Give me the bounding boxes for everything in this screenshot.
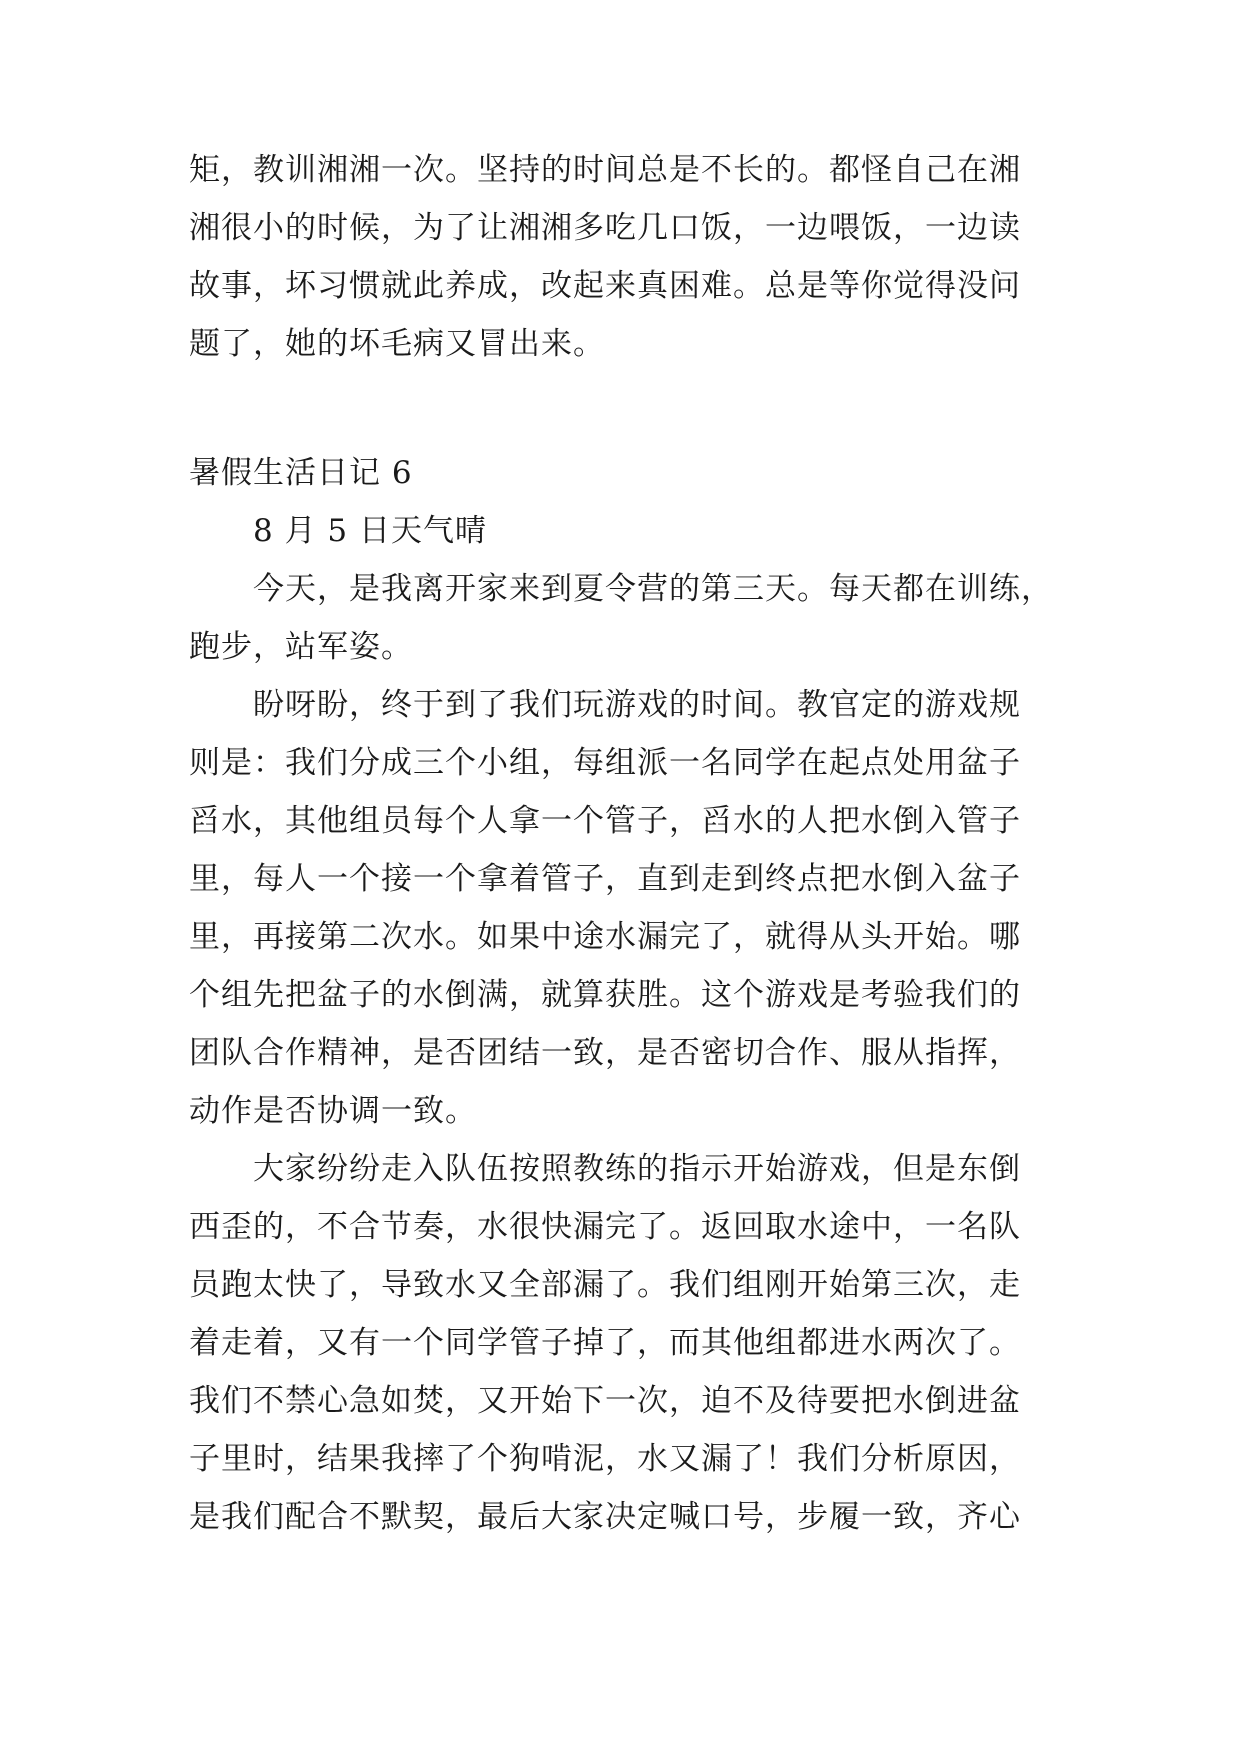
text-line: 动作是否协调一致。 (189, 1093, 477, 1129)
text-line: 个组先把盆子的水倒满，就算获胜。这个游戏是考验我们的 (189, 977, 1021, 1013)
text-line: 跑步，站军姿。 (189, 629, 413, 665)
text-line: 矩，教训湘湘一次。坚持的时间总是不长的。都怪自己在湘 (189, 152, 1021, 188)
text-line: 盼呀盼，终于到了我们玩游戏的时间。教官定的游戏规 (253, 687, 1021, 723)
text-line: 舀水，其他组员每个人拿一个管子，舀水的人把水倒入管子 (189, 803, 1021, 839)
text-line: 里，再接第二次水。如果中途水漏完了，就得从头开始。哪 (189, 919, 1021, 955)
text-line: 西歪的，不合节奏，水很快漏完了。返回取水途中，一名队 (189, 1209, 1021, 1245)
text-line: 子里时，结果我摔了个狗啃泥，水又漏了！我们分析原因， (189, 1441, 1021, 1477)
text-line: 是我们配合不默契，最后大家决定喊口号，步履一致，齐心 (189, 1499, 1021, 1535)
date-weather-line: 8 月 5 日天气晴 (253, 513, 488, 549)
section-heading: 暑假生活日记 6 (189, 455, 413, 491)
text-line: 大家纷纷走入队伍按照教练的指示开始游戏，但是东倒 (253, 1151, 1021, 1187)
text-line: 故事，坏习惯就此养成，改起来真困难。总是等你觉得没问 (189, 268, 1021, 304)
text-line: 里，每人一个接一个拿着管子，直到走到终点把水倒入盆子 (189, 861, 1021, 897)
text-line: 着走着，又有一个同学管子掉了，而其他组都进水两次了。 (189, 1325, 1021, 1361)
text-line: 题了，她的坏毛病又冒出来。 (189, 326, 605, 362)
text-line: 今天，是我离开家来到夏令营的第三天。每天都在训练， (253, 571, 1053, 607)
text-line: 湘很小的时候，为了让湘湘多吃几口饭，一边喂饭，一边读 (189, 210, 1021, 246)
text-line: 团队合作精神，是否团结一致，是否密切合作、服从指挥， (189, 1035, 1021, 1071)
text-line: 则是：我们分成三个小组，每组派一名同学在起点处用盆子 (189, 745, 1021, 781)
text-line: 我们不禁心急如焚，又开始下一次，迫不及待要把水倒进盆 (189, 1383, 1021, 1419)
text-line: 员跑太快了，导致水又全部漏了。我们组刚开始第三次，走 (189, 1267, 1021, 1303)
